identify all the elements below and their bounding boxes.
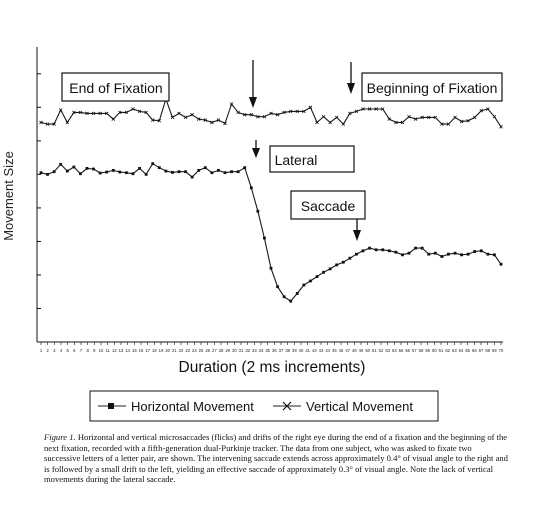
x-tick-label: 63 xyxy=(451,348,457,353)
horizontal-point xyxy=(335,263,338,266)
annotation-end-of-fixation-text: End of Fixation xyxy=(69,80,163,96)
x-tick-label: 29 xyxy=(225,348,231,353)
horizontal-point xyxy=(224,171,227,174)
x-tick-label: 57 xyxy=(411,348,417,353)
legend-label-horizontal: Horizontal Movement xyxy=(131,399,254,414)
x-tick-label: 69 xyxy=(491,348,497,353)
x-tick-label: 24 xyxy=(191,348,197,353)
x-tick-label: 27 xyxy=(211,348,217,353)
x-tick-label: 64 xyxy=(458,348,464,353)
x-tick-label: 1 xyxy=(39,348,43,353)
x-tick-label: 52 xyxy=(378,348,384,353)
x-tick-label: 9 xyxy=(93,348,96,353)
x-tick-label: 22 xyxy=(178,348,184,353)
horizontal-point xyxy=(408,252,411,255)
horizontal-point xyxy=(204,166,207,169)
series-line-horizontal xyxy=(41,164,501,301)
x-tick-label: 34 xyxy=(258,348,264,353)
x-tick-label: 38 xyxy=(285,348,291,353)
vertical-point xyxy=(329,121,332,124)
x-tick-label: 31 xyxy=(238,348,244,353)
arrow-saccade xyxy=(353,219,361,241)
horizontal-point xyxy=(105,171,108,174)
x-tick-label: 58 xyxy=(418,348,424,353)
horizontal-point xyxy=(158,166,161,169)
vertical-point xyxy=(493,115,496,118)
annotation-lateral-text: Lateral xyxy=(274,152,318,168)
horizontal-point xyxy=(263,237,266,240)
horizontal-point xyxy=(118,171,121,174)
x-tick-label: 23 xyxy=(185,348,191,353)
x-tick-label: 30 xyxy=(231,348,237,353)
horizontal-point xyxy=(375,248,378,251)
horizontal-point xyxy=(368,247,371,250)
x-tick-label: 7 xyxy=(79,348,83,353)
x-tick-label: 12 xyxy=(111,348,117,353)
legend xyxy=(90,391,438,421)
horizontal-point xyxy=(72,166,75,169)
x-tick-label: 62 xyxy=(445,348,451,353)
vertical-point xyxy=(178,112,181,115)
annotation-saccade-text: Saccade xyxy=(300,198,356,214)
x-tick-label: 36 xyxy=(271,348,277,353)
x-tick-label: 53 xyxy=(385,348,391,353)
horizontal-point xyxy=(217,169,220,172)
x-tick-label: 59 xyxy=(425,348,431,353)
horizontal-point xyxy=(414,247,417,250)
horizontal-point xyxy=(145,173,148,176)
annotation-saccade xyxy=(291,191,365,219)
horizontal-point xyxy=(237,170,240,173)
horizontal-point xyxy=(164,170,167,173)
horizontal-point xyxy=(270,267,273,270)
arrow-beginning-of-fixation xyxy=(347,62,355,94)
annotation-lateral xyxy=(270,146,354,172)
horizontal-point xyxy=(440,255,443,258)
x-tick-label: 3 xyxy=(53,348,56,353)
horizontal-point xyxy=(322,271,325,274)
arrow-lateral xyxy=(252,140,260,158)
horizontal-point xyxy=(112,169,115,172)
horizontal-point xyxy=(348,257,351,260)
horizontal-point xyxy=(171,171,174,174)
x-tick-label: 4 xyxy=(59,348,63,353)
horizontal-point xyxy=(283,295,286,298)
x-tick-label: 68 xyxy=(485,348,491,353)
horizontal-point xyxy=(493,253,496,256)
horizontal-point xyxy=(184,170,187,173)
horizontal-point xyxy=(388,249,391,252)
horizontal-point xyxy=(197,169,200,172)
x-tick-label: 6 xyxy=(73,348,76,353)
horizontal-point xyxy=(362,249,365,252)
x-tick-label: 50 xyxy=(365,348,371,353)
vertical-point xyxy=(335,116,338,119)
annotation-end-of-fixation xyxy=(62,73,169,101)
horizontal-point xyxy=(401,253,404,256)
horizontal-point xyxy=(467,253,470,256)
x-tick-label: 46 xyxy=(338,348,344,353)
x-tick-label: 49 xyxy=(358,348,364,353)
x-tick-label: 48 xyxy=(351,348,357,353)
horizontal-point xyxy=(460,253,463,256)
horizontal-point xyxy=(243,166,246,169)
horizontal-point xyxy=(178,170,181,173)
x-tick-label: 60 xyxy=(431,348,437,353)
x-tick-label: 51 xyxy=(371,348,377,353)
horizontal-point xyxy=(454,252,457,255)
horizontal-point xyxy=(480,249,483,252)
x-tick-label: 15 xyxy=(131,348,137,353)
x-tick-label: 70 xyxy=(498,348,504,353)
horizontal-point xyxy=(394,251,397,254)
horizontal-point xyxy=(138,167,141,170)
horizontal-point xyxy=(86,167,89,170)
x-tick-label: 42 xyxy=(311,348,317,353)
x-tick-label: 67 xyxy=(478,348,484,353)
horizontal-point xyxy=(486,253,489,256)
horizontal-point xyxy=(59,163,62,166)
horizontal-point xyxy=(92,168,95,171)
horizontal-point xyxy=(151,162,154,165)
x-tick-label: 10 xyxy=(98,348,104,353)
x-tick-label: 5 xyxy=(66,348,69,353)
x-tick-label: 35 xyxy=(265,348,271,353)
x-tick-label: 40 xyxy=(298,348,304,353)
x-tick-label: 65 xyxy=(465,348,471,353)
x-tick-label: 41 xyxy=(305,348,311,353)
x-tick-label: 2 xyxy=(46,348,49,353)
horizontal-point xyxy=(427,253,430,256)
caption-label: Figure 1. xyxy=(44,432,76,442)
horizontal-point xyxy=(230,170,233,173)
horizontal-point xyxy=(276,285,279,288)
horizontal-point xyxy=(210,171,213,174)
x-tick-label: 54 xyxy=(391,348,397,353)
horizontal-point xyxy=(132,172,135,175)
horizontal-point xyxy=(447,253,450,256)
vertical-point xyxy=(112,118,115,121)
x-tick-label: 39 xyxy=(291,348,297,353)
legend-square-marker xyxy=(108,403,114,409)
x-tick-label: 43 xyxy=(318,348,324,353)
horizontal-point xyxy=(46,173,49,176)
x-tick-label: 32 xyxy=(245,348,251,353)
horizontal-point xyxy=(79,172,82,175)
x-tick-label: 11 xyxy=(105,348,110,353)
x-tick-label: 44 xyxy=(325,348,331,353)
x-axis-label: Duration (2 ms increments) xyxy=(178,359,366,376)
x-tick-label: 56 xyxy=(405,348,411,353)
vertical-point xyxy=(342,123,345,126)
horizontal-point xyxy=(342,261,345,264)
figure-caption xyxy=(44,432,509,485)
y-axis-label: Movement Size xyxy=(1,151,16,241)
x-tick-label: 19 xyxy=(158,348,164,353)
x-tick-label: 17 xyxy=(145,348,151,353)
x-tick-label: 18 xyxy=(151,348,157,353)
annotation-beginning-of-fixation-text: Beginning of Fixation xyxy=(366,80,498,96)
x-tick-label: 37 xyxy=(278,348,284,353)
x-tick-label: 20 xyxy=(165,348,171,353)
horizontal-point xyxy=(316,275,319,278)
horizontal-point xyxy=(500,263,503,266)
horizontal-point xyxy=(289,300,292,303)
x-tick-label: 55 xyxy=(398,348,404,353)
horizontal-point xyxy=(250,186,253,189)
horizontal-point xyxy=(302,284,305,287)
x-tick-label: 45 xyxy=(331,348,337,353)
horizontal-point xyxy=(53,170,56,173)
horizontal-point xyxy=(40,171,43,174)
horizontal-point xyxy=(191,176,194,179)
x-tick-label: 14 xyxy=(125,348,131,353)
horizontal-point xyxy=(381,248,384,251)
horizontal-point xyxy=(473,250,476,253)
horizontal-point xyxy=(355,253,358,256)
horizontal-point xyxy=(256,210,259,213)
x-tick-label: 26 xyxy=(205,348,211,353)
horizontal-point xyxy=(99,172,102,175)
legend-label-vertical: Vertical Movement xyxy=(306,399,413,414)
x-tick-label: 25 xyxy=(198,348,204,353)
horizontal-point xyxy=(434,252,437,255)
horizontal-point xyxy=(329,268,332,271)
vertical-point xyxy=(322,115,325,118)
horizontal-point xyxy=(125,171,128,174)
annotation-beginning-of-fixation xyxy=(362,73,502,101)
caption-text: Horizontal and vertical microsaccades (flicks) and drifts of the right eye during the end of a fixation and the beginning of the next fixation, recorded with a fifth-generation dual-Purkinje tracker. The data from one subject, who was asked to fixate two successive letters of a letter pair, are shown. The intervening saccade extends across approximately 0.4° of visual angle to the right and is followed by a small drift to the left, yielding an effective saccade of approximately 0.3° of visual angle. Note the lack of vertical movements during the lateral saccade. xyxy=(44,432,508,485)
x-tick-label: 66 xyxy=(471,348,477,353)
x-tick-label: 16 xyxy=(138,348,144,353)
x-tick-label: 13 xyxy=(118,348,124,353)
horizontal-point xyxy=(309,280,312,283)
x-tick-label: 28 xyxy=(218,348,224,353)
x-tick-label: 33 xyxy=(251,348,257,353)
x-tick-label: 21 xyxy=(171,348,177,353)
horizontal-point xyxy=(421,247,424,250)
x-tick-label: 61 xyxy=(438,348,444,353)
horizontal-point xyxy=(66,170,69,173)
x-tick-label: 8 xyxy=(86,348,89,353)
x-tick-label: 47 xyxy=(345,348,351,353)
vertical-point xyxy=(500,125,503,128)
horizontal-point xyxy=(296,292,299,295)
arrow-end-of-fixation xyxy=(249,60,257,108)
